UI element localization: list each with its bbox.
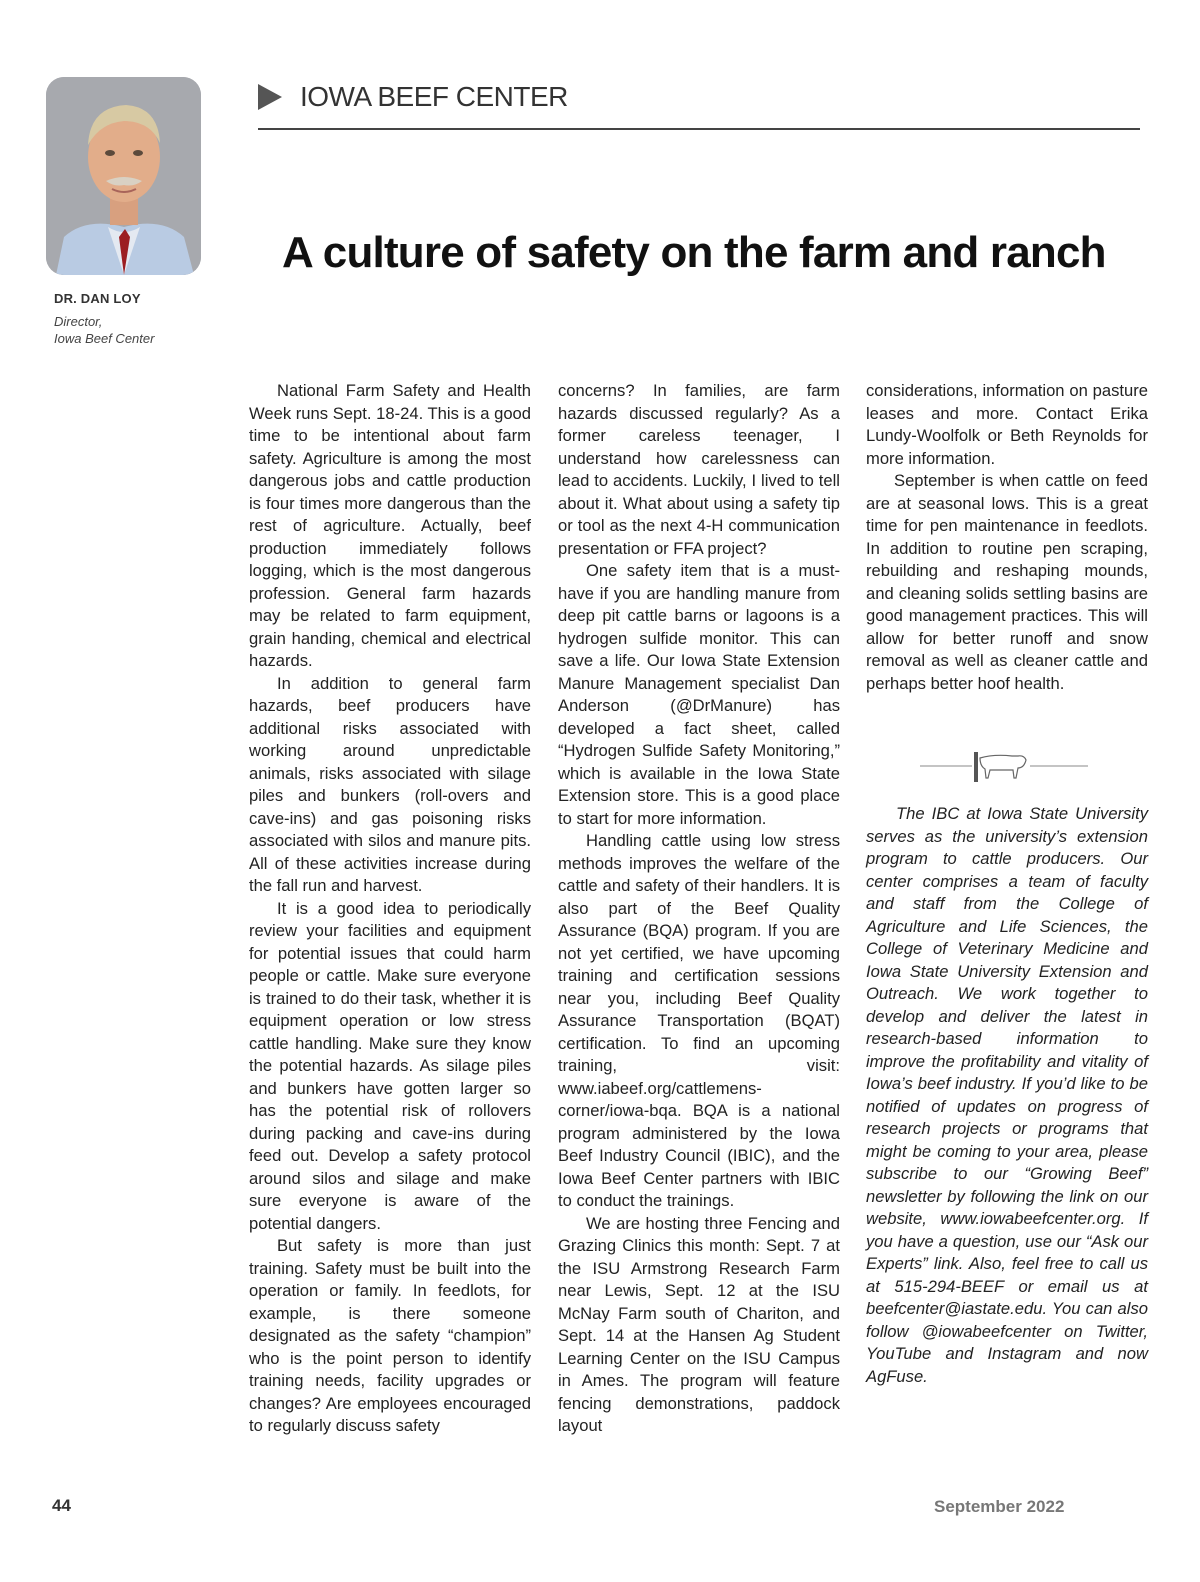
article-column-3: [866, 380, 1148, 695]
article-column-1: [249, 380, 531, 1438]
play-arrow-icon: [258, 84, 282, 110]
article-headline: A culture of safety on the farm and ranch: [282, 228, 1106, 277]
paragraph: The IBC at Iowa State University serves as the university’s extension program to cattle producers. Our center comprises a team of faculty and staff from the College of Agriculture and Life Sciences, the College of Veterinary Medicine and Iowa State University Extension and Outreach. We work together to develop and deliver the latest in research-based information to improve the profitability and vitality of Iowa’s beef industry. If you’d like to be notified of updates on progress of research projects or programs that might be coming to your area, please subscribe to our “Growing Beef” newsletter by following the link on our website, www.iowabeefcenter.org. If you have a question, use our “Ask our Experts” link. Also, feel free to call us at 515-294-BEEF or email us at beefcenter@iastate.edu. You can also follow @iowabeefcenter on Twitter, YouTube and Instagram and now AgFuse.: [866, 804, 1148, 1386]
author-role: [54, 313, 154, 347]
author-photo: [46, 77, 201, 275]
paragraph: considerations, information on pasture leases and more. Contact Erika Lundy-Woolfolk or Beth Reynolds for more information.: [866, 381, 1148, 468]
paragraph: One safety item that is a must-have if you are handling manure from deep pit cattle barns or lagoons is a hydrogen sulfide monitor. This can save a life. Our Iowa State Extension Manure Management specialist Dan Anderson (@DrManure) has developed a fact sheet, called “Hydrogen Sulfide Safety Monitoring,” which is available in the Iowa State Extension store. This is a good place to start for more information.: [558, 561, 840, 828]
paragraph: National Farm Safety and Health Week runs Sept. 18-24. This is a good time to be intentional about farm safety. Agriculture is among the most dangerous jobs and cattle production is four times more dangerous than the rest of agriculture. Actually, beef production immediately follows logging, which is the most dangerous profession. General farm hazards may be related to farm equipment, grain handing, chemical and electrical hazards.: [249, 381, 531, 670]
author-name: DR. DAN LOY: [54, 291, 141, 306]
page-number: 44: [52, 1496, 71, 1515]
paragraph: September is when cattle on feed are at seasonal lows. This is a great time for pen maintenance in feedlots. In addition to routine pen scraping, rebuilding and reshaping mounds, and cleaning solids settling basins are good management practices. This will allow for better runoff and snow removal as well as cleaner cattle and perhaps better hoof health.: [866, 471, 1148, 693]
paragraph: It is a good idea to periodically review your facilities and equipment for potential issues that could harm people or cattle. Make sure everyone is trained to do their task, whether it is equipment operation or low stress cattle handling. Make sure they know the potential hazards. As silage piles and bunkers have gotten larger so has the potential risk of rollovers during packing and cave-ins during feed out. Develop a safety protocol around silos and silage and make sure everyone is aware of the potential dangers.: [249, 898, 531, 1233]
center-info-note: [866, 803, 1148, 1388]
paragraph: But safety is more than just training. Safety must be built into the operation or family. In feedlots, for example, is there someone designated as the safety “champion” who is the point person to identify training needs, facility upgrades or changes? Are employees encouraged to regularly discuss safety: [249, 1236, 531, 1435]
author-organization: Iowa Beef Center: [54, 331, 155, 346]
issue-date: September 2022: [934, 1497, 1065, 1516]
paragraph: In addition to general farm hazards, beef producers have additional risks associated with working around unpredictable animals, risks associated with silage piles and bunkers (roll-overs and cave-ins) and gas poisoning risks associated with silos and manure pits. All of these activities increase during the fall run and harvest.: [249, 673, 531, 895]
section-header: [258, 80, 1140, 130]
paragraph: Handling cattle using low stress methods improves the welfare of the cattle and safety of their handlers. It is also part of the Beef Quality Assurance (BQA) program. If you are not yet certified, we have upcoming training and certification sessions near you, including Beef Quality Assurance Transportation (BQAT) certification. To find an upcoming training, visit: www.iabeef.org/cattlemens-corner/iowa-bqa. BQA is a national program administered by the Iowa Beef Industry Council (IBIC), and the Iowa Beef Center partners with IBIC to conduct the trainings.: [558, 831, 840, 1210]
author-title: Director,: [54, 314, 103, 329]
section-title: IOWA BEEF CENTER: [300, 81, 568, 112]
article-column-2: [558, 380, 840, 1438]
cattle-divider-icon: [920, 746, 1088, 788]
paragraph: We are hosting three Fencing and Grazing Clinics this month: Sept. 7 at the ISU Armstrong Research Farm near Lewis, Sept. 12 at the ISU McNay Farm south of Chariton, and Sept. 14 at the Hansen Ag Student Learning Center on the ISU Campus in Ames. The program will feature fencing demonstrations, paddock layout: [558, 1213, 840, 1435]
author-portrait-illustration: [46, 77, 201, 275]
paragraph: concerns? In families, are farm hazards discussed regularly? As a former careless teenager, I understand how carelessness can lead to accidents. Luckily, I lived to tell about it. What about using a safety tip or tool as the next 4-H communication presentation or FFA project?: [558, 381, 840, 558]
